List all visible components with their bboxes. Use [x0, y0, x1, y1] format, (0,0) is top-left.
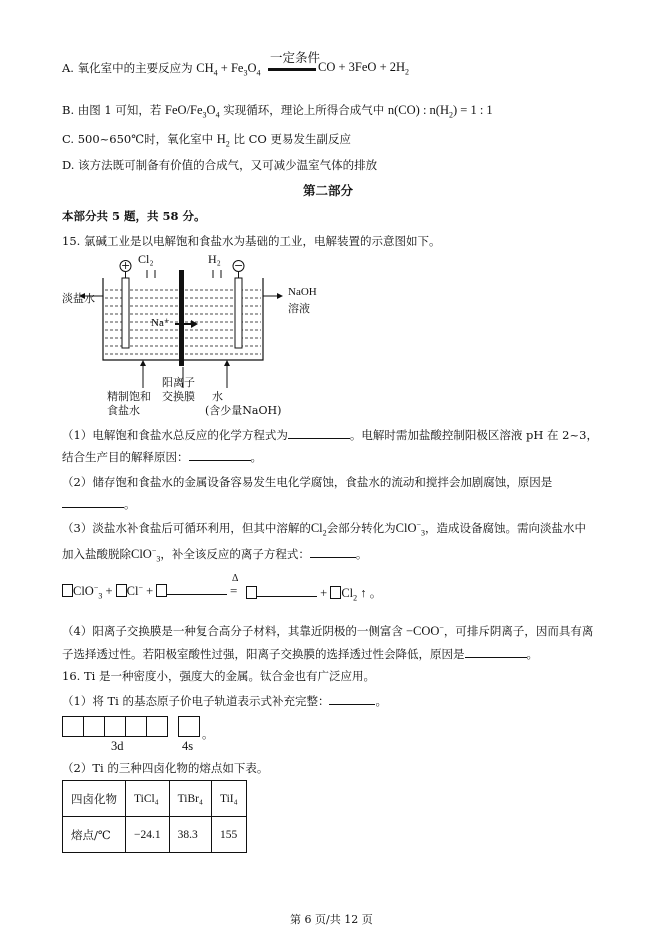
orbital-box[interactable]	[104, 716, 126, 737]
membrane-label-1: 阳离子	[162, 376, 195, 389]
answer-blank[interactable]	[288, 427, 350, 439]
table-cell: 四卤化物	[63, 781, 126, 817]
answer-blank[interactable]	[329, 693, 375, 705]
q15-p1: （1）电解饱和食盐水总反应的化学方程式为 。电解时需加盐酸控制阳极区溶液 pH 在 2~3，	[62, 428, 598, 442]
table-cell: 155	[211, 817, 246, 853]
naoh-solution-label: 溶液	[288, 302, 310, 315]
brine-label-1: 精制饱和	[107, 390, 151, 403]
orbital-box[interactable]	[178, 716, 200, 737]
naoh-label: NaOH	[288, 286, 317, 298]
table-row	[63, 781, 247, 817]
brine-label-2: 食盐水	[107, 404, 140, 417]
table-cell: TiCl₄	[126, 781, 170, 817]
coef-box[interactable]	[330, 586, 341, 599]
q15-p3: （3）淡盐水补食盐后可循环利用，但其中溶解的$Cl_2$会部分转化为ClO−$_3$，造成设备腐蚀。需向淡盐水中	[62, 520, 586, 538]
option-d: D. 该方法既可制备有价值的合成气，又可减少温室气体的排放	[62, 158, 378, 172]
q15-p3-cont: 加入盐酸脱除ClO−$_3$，补全该反应的离子方程式： 。	[62, 546, 368, 564]
coef-box[interactable]	[246, 586, 257, 599]
option-a: A. 氧化室中的主要反应为 $CH_4 + Fe_3O_4$	[62, 61, 261, 78]
q16-p1: （1）将 Ti 的基态原子价电子轨道表示式补充完整： 。	[62, 694, 387, 708]
heat-symbol: Δ	[232, 573, 239, 584]
anode	[122, 278, 129, 348]
orbital-4s	[178, 716, 199, 737]
q16-p2: （2）Ti 的三种四卤化物的熔点如下表。	[62, 761, 269, 775]
label-3d: 3d	[111, 739, 124, 753]
part2-desc: 本部分共 5 题，共 58 分。	[62, 209, 206, 223]
orbital-period: 。	[202, 727, 214, 741]
melting-point-table	[62, 780, 247, 853]
table-cell: −24.1	[126, 817, 170, 853]
q16-stem: 16. Ti 是一种密度小，强度大的金属。钛合金也有广泛应用。	[62, 669, 375, 683]
page-footer: 第 6 页/共 12 页	[290, 913, 373, 926]
reaction-condition: 一定条件	[270, 50, 321, 65]
terminal-minus: −	[234, 259, 244, 272]
answer-blank[interactable]	[189, 449, 251, 461]
species-blank[interactable]	[257, 585, 317, 597]
cl2-outlet	[147, 270, 155, 278]
species-blank[interactable]	[167, 583, 227, 595]
cl2-label: Cl₂	[138, 252, 154, 266]
table-cell: 38.3	[169, 817, 211, 853]
h2-label: H₂	[208, 252, 221, 266]
coef-box[interactable]	[62, 584, 73, 597]
option-a-reactants: $CH_4 + Fe_3O_4$	[196, 61, 261, 78]
na-arrow-head	[191, 320, 198, 328]
part2-title: 第二部分	[303, 183, 354, 198]
orbital-box[interactable]	[62, 716, 84, 737]
table-row	[63, 817, 247, 853]
q15-p1-cont: 结合生产目的解释原因： 。	[62, 450, 262, 464]
water-label-1: 水	[212, 390, 223, 403]
option-a-products: CO + $3FeO + 2H_2$	[318, 60, 410, 77]
orbital-box[interactable]	[125, 716, 147, 737]
ionic-equation-rhs: + $Cl_2$ ↑ 。	[246, 583, 382, 603]
orbital-3d	[62, 716, 167, 737]
water-label-2: (含少量NaOH)	[205, 404, 282, 417]
orbital-box[interactable]	[146, 716, 168, 737]
q15-stem: 15. 氯碱工业是以电解饱和食盐水为基础的工业，电解装置的示意图如下。	[62, 234, 441, 248]
table-cell: 熔点/℃	[63, 817, 126, 853]
table-cell: TiI₄	[211, 781, 246, 817]
q15-p4-cont: 子选择透过性。若阳极室酸性过强，阳离子交换膜的选择透过性会降低，原因是 。	[62, 647, 538, 661]
answer-blank[interactable]	[62, 496, 124, 508]
equals-sign: =	[230, 583, 238, 598]
dilute-brine-label: 淡盐水	[62, 292, 95, 305]
option-c: C. 500~650℃时，氧化室中 $H_2$ 比 CO 更易发生副反应	[62, 132, 351, 149]
answer-blank[interactable]	[310, 546, 356, 558]
ionic-equation: ClO−$_3$ + Cl− +	[62, 583, 227, 601]
q15-p2-cont: 。	[62, 496, 136, 512]
ratio-expr: n(CO) : $n(H_2) = 1$ : 1	[387, 103, 493, 120]
coef-box[interactable]	[156, 584, 167, 597]
reaction-arrow-bar	[268, 68, 316, 71]
terminal-plus: +	[121, 259, 131, 272]
membrane	[179, 270, 184, 366]
option-b: B. 由图 1 可知，若 FeO/$Fe_3O_4$ 实现循环，理论上所得合成气中 n(CO) : $n(H_2) = 1$ : 1	[62, 103, 493, 120]
answer-blank[interactable]	[465, 646, 527, 658]
na-ion-label: Na⁺	[151, 317, 170, 329]
label-4s: 4s	[182, 739, 194, 753]
q15-p2: （2）储存饱和食盐水的金属设备容易发生电化学腐蚀，食盐水的流动和搅拌会加剧腐蚀，原因是	[62, 475, 553, 489]
membrane-label-2: 交换膜	[162, 390, 195, 403]
coef-box[interactable]	[116, 584, 127, 597]
orbital-box[interactable]	[83, 716, 105, 737]
q15-p4: （4）阳离子交换膜是一种复合高分子材料，其靠近阴极的一侧富含 −COO−，可排斥阴离子，因而具有离	[62, 623, 594, 639]
cathode	[235, 278, 242, 348]
h2-outlet	[213, 270, 221, 278]
table-cell: TiBr₄	[169, 781, 211, 817]
